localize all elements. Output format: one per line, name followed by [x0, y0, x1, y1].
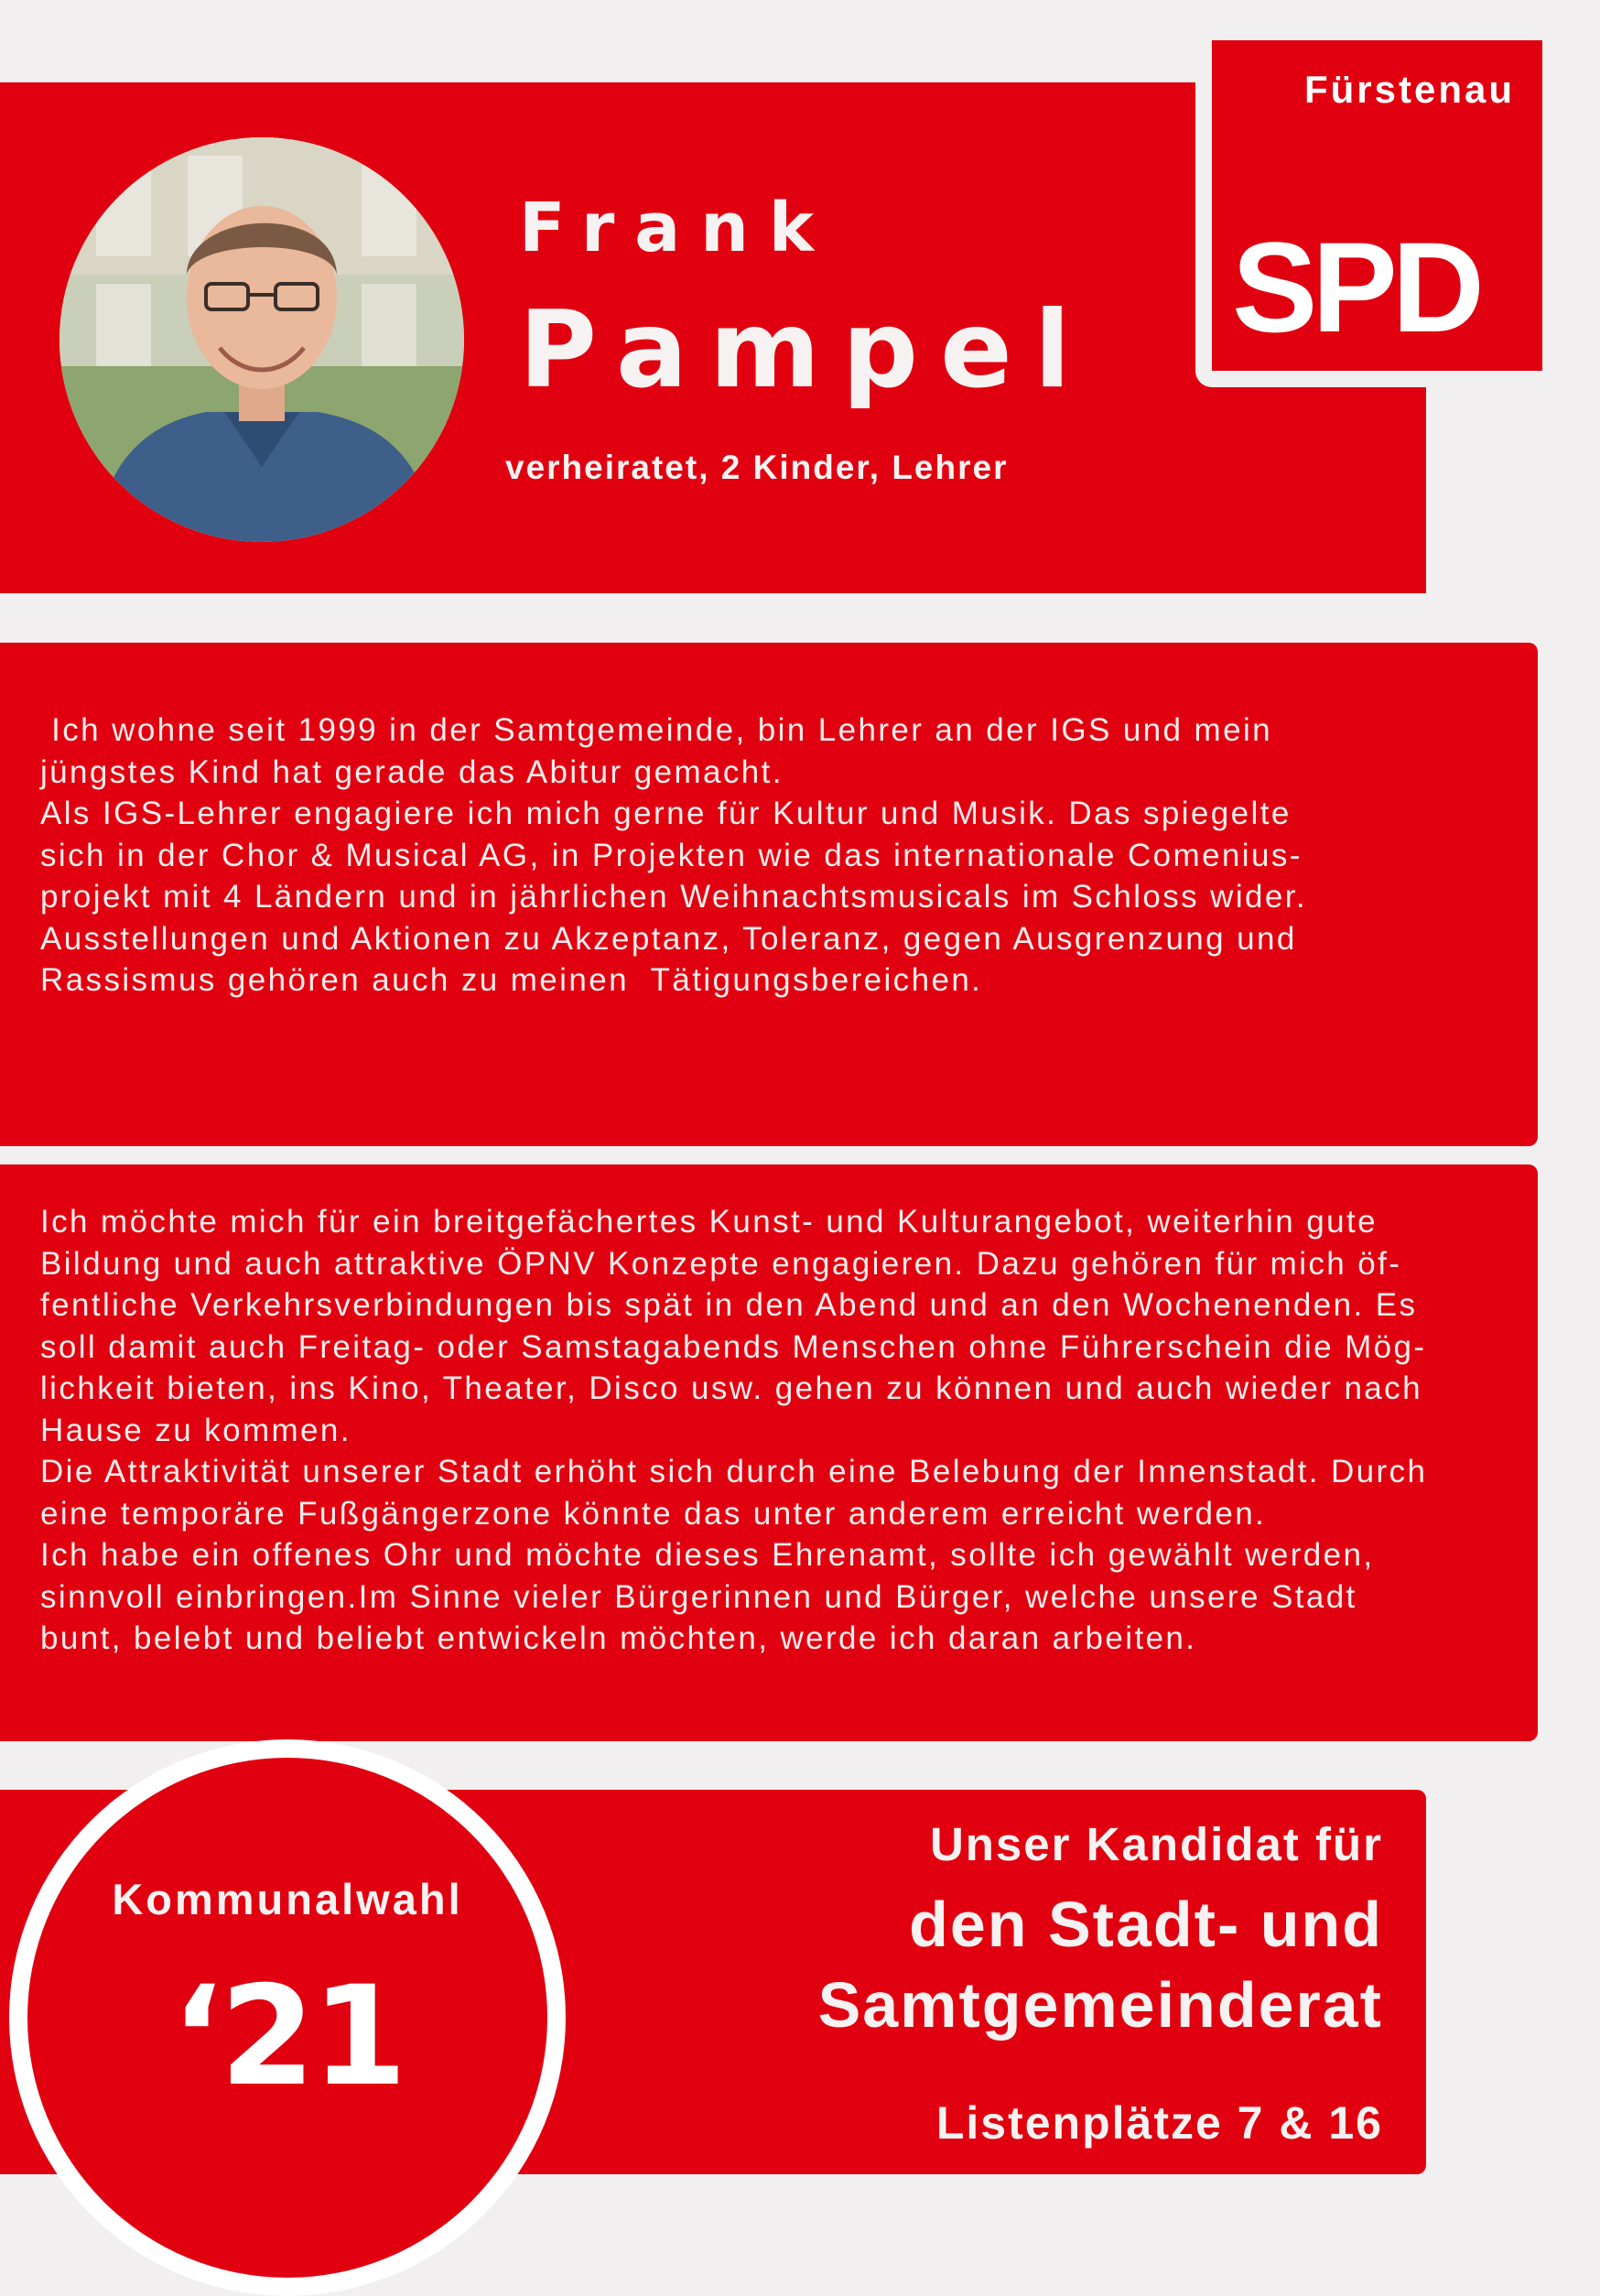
logo-place-name: Fürstenau [1303, 68, 1515, 111]
goals-line: Bildung und auch attraktive ÖPNV Konzepte engagieren. Dazu gehören für mich öf- [40, 1245, 1402, 1282]
goals-line: Ich möchte mich für ein breitgefächertes Kunst- und Kulturangebot, weiterhin gute [40, 1204, 1378, 1240]
logo-party-name: SPD [1232, 215, 1479, 359]
about-line: jüngstes Kind hat gerade das Abitur gemacht. [40, 753, 784, 790]
about-text [40, 709, 1307, 1002]
candidate-tagline: verheiratet, 2 Kinder, Lehrer [505, 449, 1009, 486]
candidacy-title-line: Samtgemeinderat [817, 1969, 1383, 2041]
candidacy-title [818, 1884, 1383, 2045]
spd-logo [1212, 40, 1542, 371]
candidacy-intro: Unser Kandidat für [929, 1818, 1383, 1870]
candidate-first-name: Frank [519, 189, 835, 267]
goals-line: Hause zu kommen. [40, 1412, 351, 1448]
portrait-illustration [59, 137, 464, 542]
goals-line: fentliche Verkehrsverbindungen bis spät in den Abend und an den Wochenenden. Es [40, 1287, 1418, 1323]
candidate-photo [59, 137, 464, 542]
goals-line: bunt, belebt und beliebt entwickeln möchten, werde ich daran arbeiten. [40, 1620, 1197, 1656]
about-line: Ausstellungen und Aktionen zu Akzeptanz, Toleranz, gegen Ausgrenzung und [40, 920, 1297, 957]
about-line: Als IGS-Lehrer engagiere ich mich gerne für Kultur und Musik. Das spiegelte [40, 796, 1292, 831]
goals-line: lichkeit bieten, ins Kino, Theater, Disco usw. gehen zu können und auch wieder nach [40, 1370, 1422, 1406]
candidacy-title-line: den Stadt- und [909, 1889, 1383, 1960]
goals-line: soll damit auch Freitag- oder Samstagabends Menschen ohne Führerschein die Mög- [40, 1328, 1427, 1365]
about-line: Ich wohne seit 1999 in der Samtgemeinde, bin Lehrer an der IGS und mein [40, 712, 1273, 748]
election-year: ‘21 [171, 1957, 404, 2117]
list-positions: Listenplätze 7 & 16 [935, 2097, 1383, 2149]
goals-line: eine temporäre Fußgängerzone könnte das unter anderem erreicht werden. [40, 1495, 1267, 1532]
goals-line: Die Attraktivität unserer Stadt erhöht sich durch eine Belebung der Innenstadt. Durch [40, 1454, 1428, 1489]
goals-text [40, 1201, 1427, 1660]
election-badge-inner [27, 1758, 547, 2278]
candidate-last-name: Pampel [519, 288, 1093, 412]
about-line: projekt mit 4 Ländern und in jährlichen Weihnachtsmusicals im Schloss wider. [40, 879, 1307, 915]
goals-line: sinnvoll einbringen.Im Sinne vieler Bürgerinnen und Bürger, welche unsere Stadt [40, 1578, 1357, 1615]
about-line: Rassismus gehören auch zu meinen Tätigungsbereichen. [40, 962, 983, 998]
election-badge [9, 1739, 566, 2296]
election-label: Kommunalwahl [112, 1875, 463, 1923]
about-line: sich in der Chor & Musical AG, in Projekten wie das internationale Comenius- [40, 837, 1303, 873]
goals-line: Ich habe ein offenes Ohr und möchte dieses Ehrenamt, sollte ich gewählt werden, [40, 1537, 1375, 1573]
